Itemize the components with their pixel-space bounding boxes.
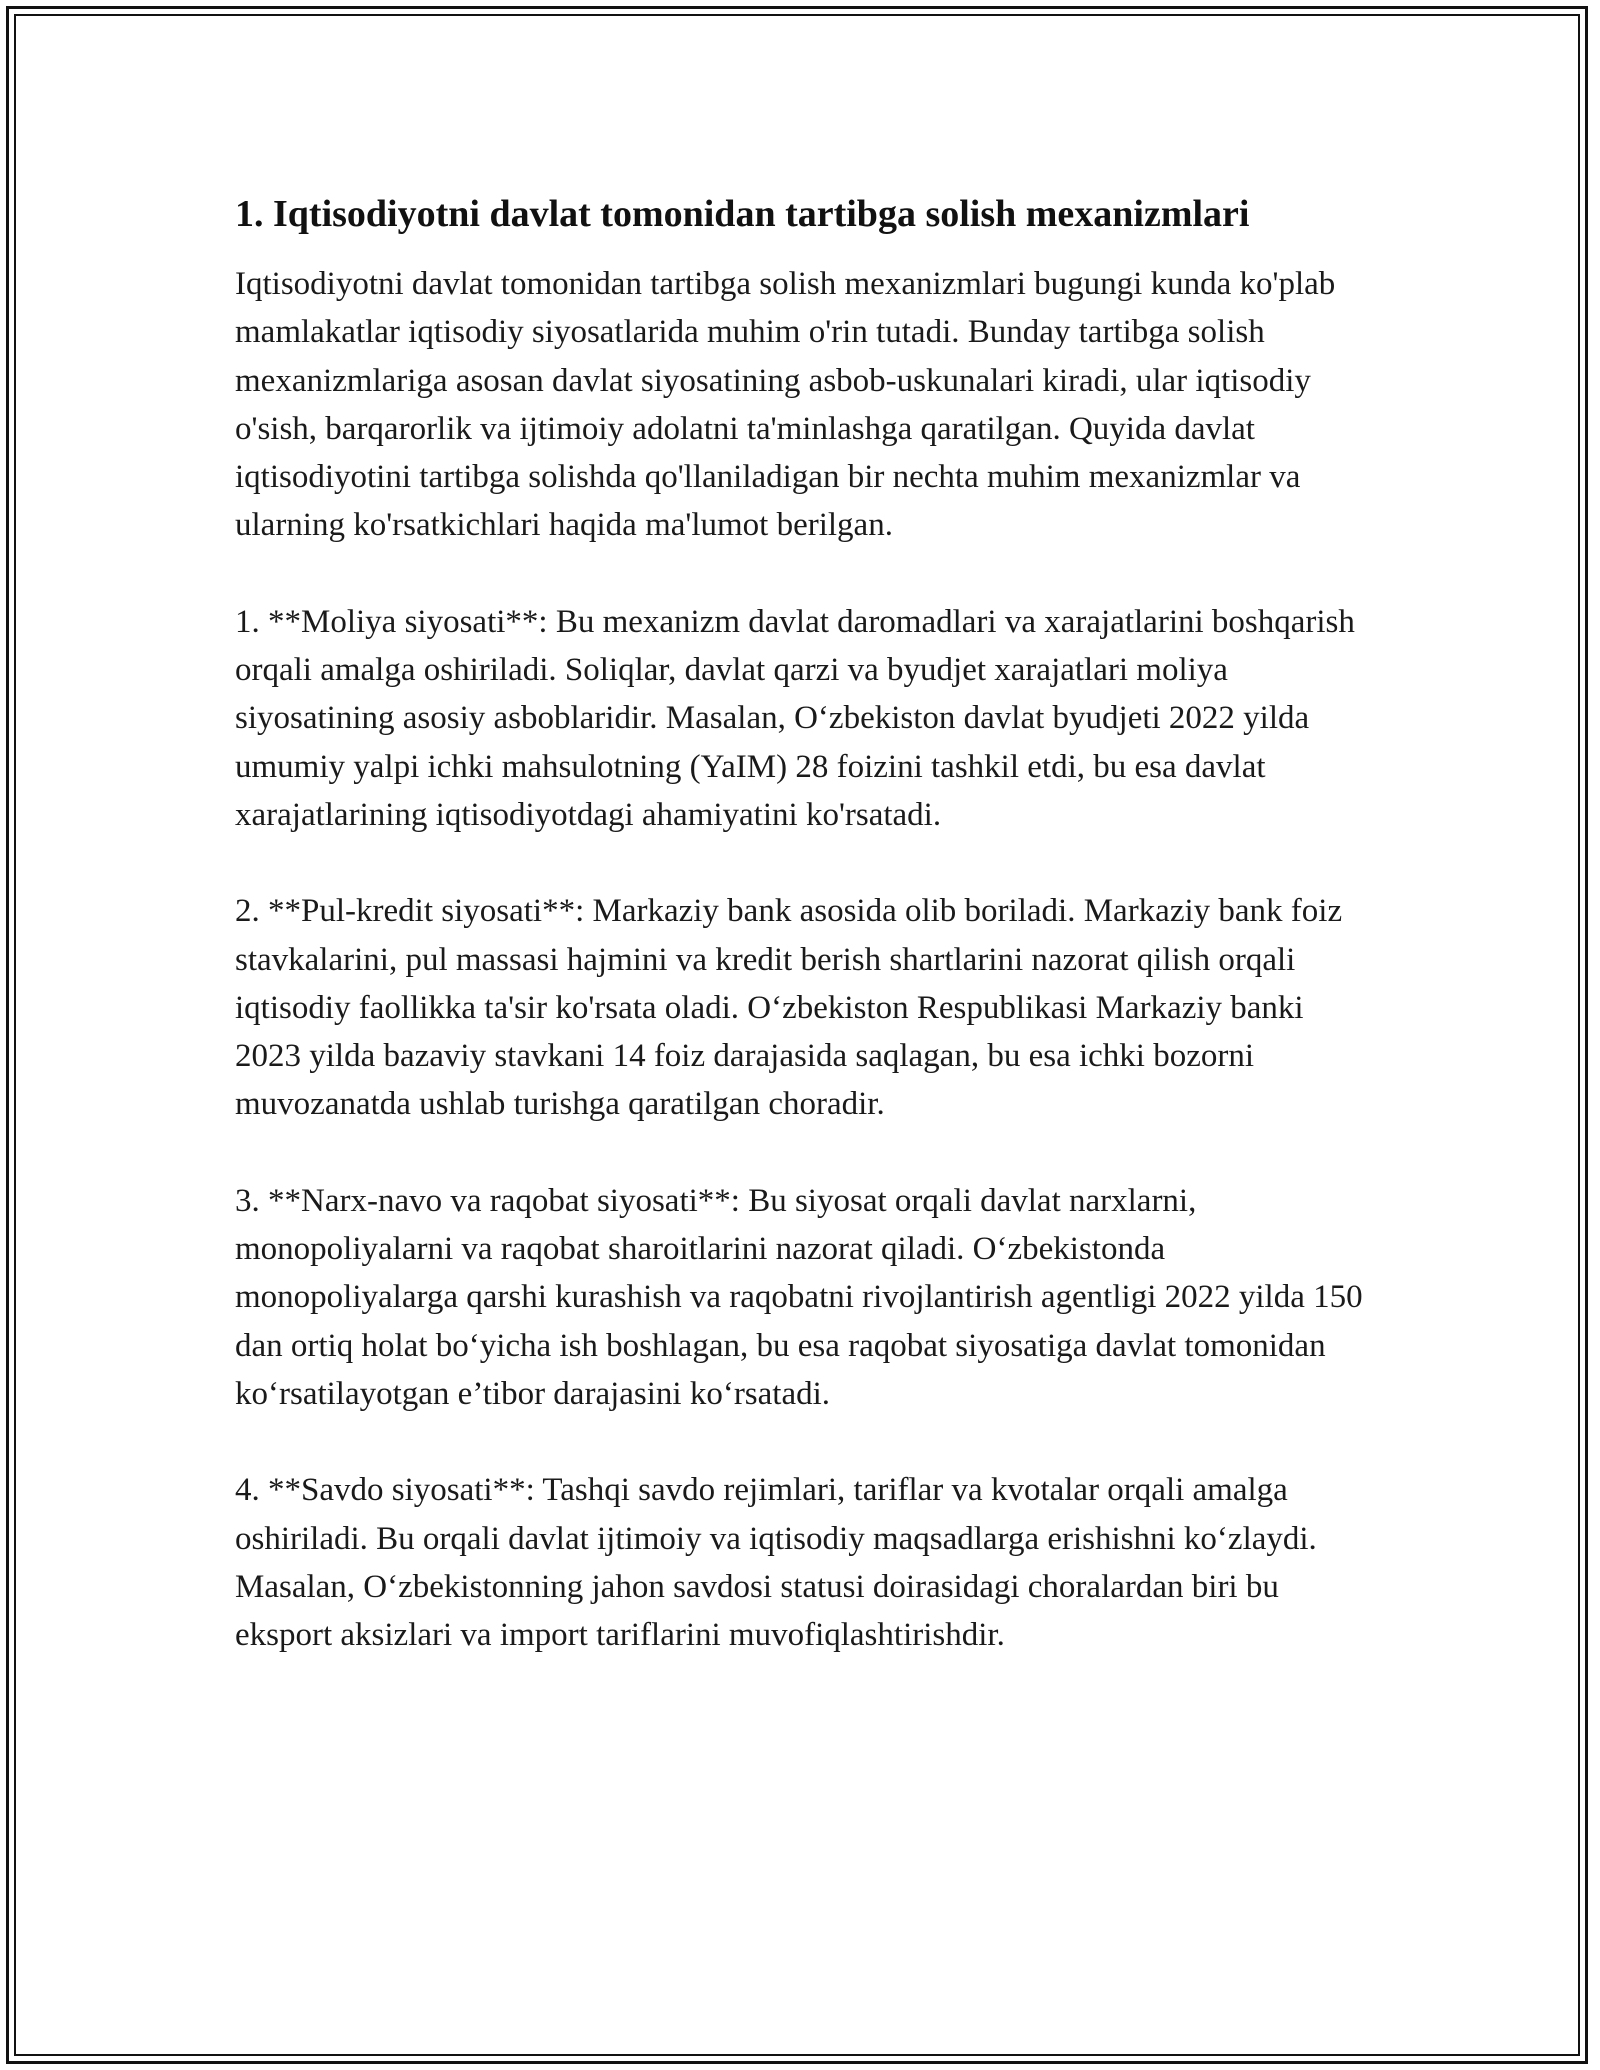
list-item-trade-policy: 4. **Savdo siyosati**: Tashqi savdo rejimlari, tariflar va kvotalar orqali amalga oshiriladi. Bu orqali davlat ijtimoiy va iqtisodiy maqsadlarga erishishni ko‘zlaydi. Masalan, O‘zbekistonning jahon savdosi statusi doirasidagi choralardan biri bu eksport aksizlari va import tariflarini muvofiqlashtirishdir. <box>235 1472 1317 1654</box>
intro-paragraph: Iqtisodiyotni davlat tomonidan tartibga solish mexanizmlari bugungi kunda ko'plab mamlakatlar iqtisodiy siyosatlarida muhim o'rin tutadi. Bunday tartibga solish mexanizmlariga asosan davlat siyosatining asbob-uskunalari kiradi, ular iqtisodiy o'sish, barqarorlik va ijtimoiy adolatni ta'minlashga qaratilgan. Quyida davlat iqtisodiyotini tartibga solishda qo'llaniladigan bir nechta muhim mexanizmlar va ularning ko'rsatkichlari haqida ma'lumot berilgan. <box>235 266 1336 544</box>
document-body <box>235 180 1365 1707</box>
list-item-monetary-policy: 2. **Pul-kredit siyosati**: Markaziy bank asosida olib boriladi. Markaziy bank foiz stavkalarini, pul massasi hajmini va kredit berish shartlarini nazorat qilish orqali iqtisodiy faollikka ta'sir ko'rsata oladi. O‘zbekiston Respublikasi Markaziy banki 2023 yilda bazaviy stavkani 14 foiz darajasida saqlagan, bu esa ichki bozorni muvozanatda ushlab turishga qaratilgan choradir. <box>235 893 1343 1123</box>
section-heading: 1. Iqtisodiyotni davlat tomonidan tartibga solish mexanizmlari <box>235 193 1250 235</box>
list-item-fiscal-policy: 1. **Moliya siyosati**: Bu mexanizm davlat daromadlari va xarajatlarini boshqarish orqali amalga oshiriladi. Soliqlar, davlat qarzi va byudjet xarajatlari moliya siyosatining asosiy asboblaridir. Masalan, O‘zbekiston davlat byudjeti 2022 yilda umumiy yalpi ichki mahsulotning (YaIM) 28 foizini tashkil etdi, bu esa davlat xarajatlarining iqtisodiyotdagi ahamiyatini ko'rsatadi. <box>235 603 1355 833</box>
list-item-price-competition-policy: 3. **Narx-navo va raqobat siyosati**: Bu siyosat orqali davlat narxlarni, monopoliyalarni va raqobat sharoitlarini nazorat qiladi. O‘zbekistonda monopoliyalarga qarshi kurashish va raqobatni rivojlantirish agentligi 2022 yilda 150 dan ortiq holat bo‘yicha ish boshlagan, bu esa raqobat siyosatiga davlat tomonidan ko‘rsatilayotgan e’tibor darajasini ko‘rsatadi. <box>235 1182 1363 1412</box>
